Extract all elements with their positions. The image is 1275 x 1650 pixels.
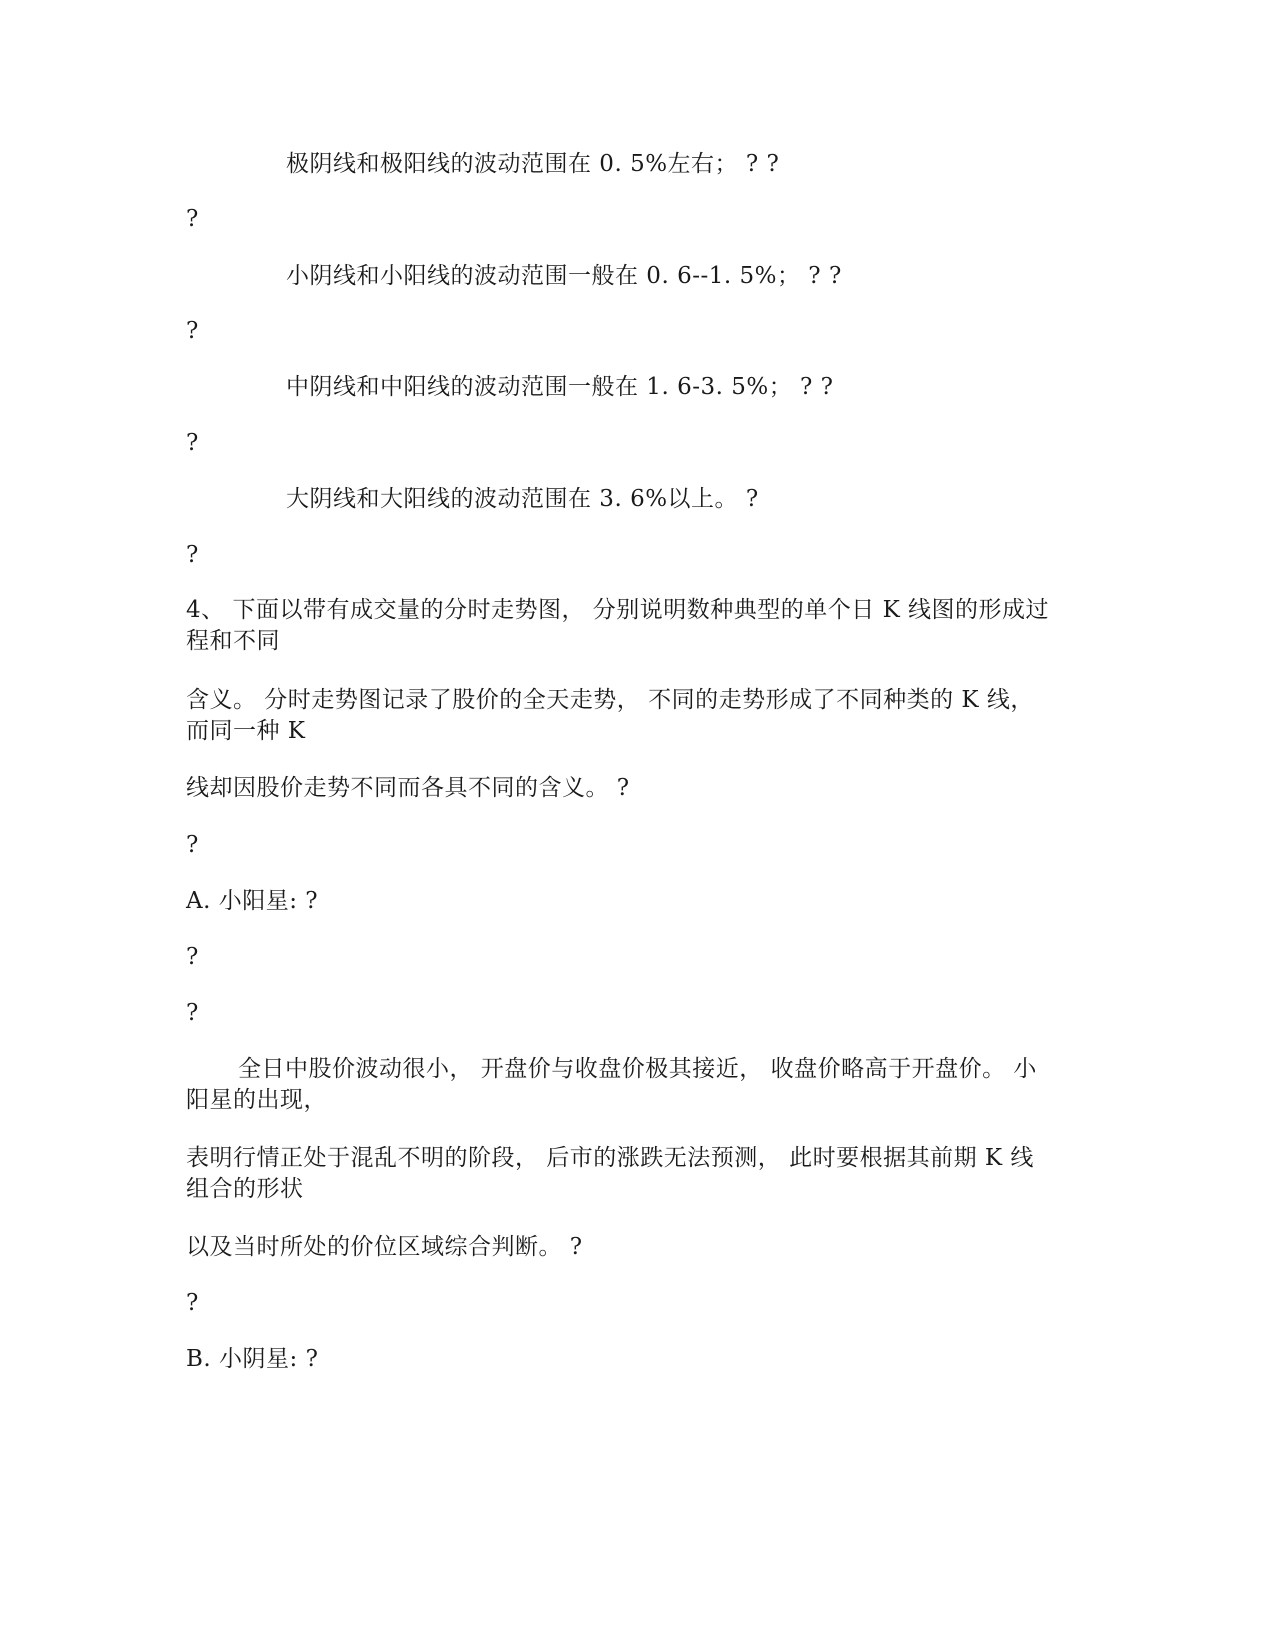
- text-line: 4、 下面以带有成交量的分时走势图， 分别说明数种典型的单个日 K 线图的形成过: [186, 597, 1050, 623]
- text-line: ?: [186, 542, 199, 568]
- text-line: ?: [186, 1000, 199, 1026]
- text-line: 小阴线和小阳线的波动范围一般在 0. 6--1. 5%； ? ?: [286, 263, 842, 289]
- text-line: 极阴线和极阳线的波动范围在 0. 5%左右； ? ?: [286, 151, 780, 177]
- text-line: ?: [186, 1290, 199, 1316]
- text-line: ?: [186, 318, 199, 344]
- text-line: ?: [186, 206, 199, 232]
- text-line: 中阴线和中阳线的波动范围一般在 1. 6-3. 5%； ? ?: [286, 374, 834, 400]
- text-line: ?: [186, 832, 199, 858]
- text-line: 阳星的出现，: [186, 1087, 327, 1113]
- text-line: 而同一种 K: [186, 718, 306, 744]
- text-line: 程和不同: [186, 628, 280, 654]
- text-line: ?: [186, 944, 199, 970]
- text-line: 大阴线和大阳线的波动范围在 3. 6%以上。 ?: [286, 486, 759, 512]
- text-line: B. 小阴星: ?: [186, 1346, 319, 1372]
- text-line: 表明行情正处于混乱不明的阶段， 后市的涨跌无法预测， 此时要根据其前期 K 线: [186, 1145, 1034, 1171]
- text-line: A. 小阳星: ?: [186, 888, 319, 914]
- text-line: ?: [186, 430, 199, 456]
- text-line: 以及当时所处的价位区域综合判断。 ?: [186, 1234, 583, 1260]
- text-line: 组合的形状: [186, 1176, 304, 1202]
- text-line: 线却因股价走势不同而各具不同的含义。 ?: [186, 775, 630, 801]
- text-line: 含义。 分时走势图记录了股价的全天走势， 不同的走势形成了不同种类的 K 线，: [186, 687, 1034, 713]
- text-line: 全日中股价波动很小， 开盘价与收盘价极其接近， 收盘价略高于开盘价。 小: [238, 1056, 1037, 1082]
